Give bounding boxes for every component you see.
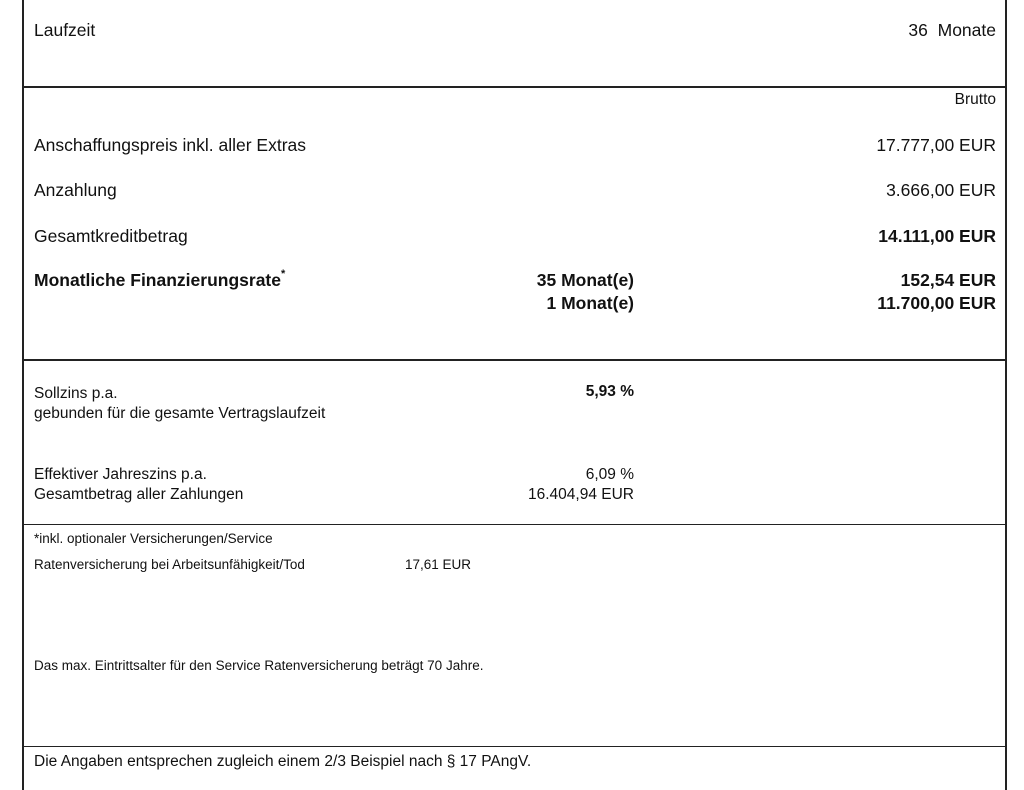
rate-label-text: Monatliche Finanzierungsrate	[34, 270, 281, 290]
sollzins-label: Sollzins p.a.	[34, 385, 118, 402]
age-note: Das max. Eintrittsalter für den Service Ratenversicherung beträgt 70 Jahre.	[34, 658, 484, 673]
price-header: Brutto	[954, 91, 996, 108]
divider-3	[22, 524, 1007, 525]
rate-amount-1: 152,54 EUR	[900, 270, 996, 290]
effektiv-label: Effektiver Jahreszins p.a.	[34, 466, 207, 483]
divider-1	[22, 86, 1007, 88]
sollzins-value: 5,93 %	[585, 383, 634, 400]
anschaffungspreis-value: 17.777,00 EUR	[876, 135, 996, 155]
gesamtkredit-value: 14.111,00 EUR	[878, 226, 996, 246]
laufzeit-number: 36	[908, 20, 928, 40]
rate-footnote-marker: *	[280, 268, 286, 280]
gesamtbetrag-label: Gesamtbetrag aller Zahlungen	[34, 486, 244, 503]
rate-term-1: 35 Monat(e)	[536, 270, 634, 290]
effektiv-value: 6,09 %	[585, 466, 634, 483]
divider-4	[22, 746, 1007, 747]
gesamtbetrag-value: 16.404,94 EUR	[528, 486, 634, 503]
laufzeit-label: Laufzeit	[34, 20, 96, 40]
rate-term-2: 1 Monat(e)	[546, 293, 634, 313]
insurance-value: 17,61 EUR	[405, 557, 472, 572]
legal-note: Die Angaben entsprechen zugleich einem 2/3 Beispiel nach § 17 PAngV.	[34, 753, 532, 770]
gesamtkredit-label: Gesamtkreditbetrag	[34, 226, 188, 246]
rate-amount-2: 11.700,00 EUR	[877, 293, 996, 313]
footnote-title: *inkl. optionaler Versicherungen/Service	[34, 531, 273, 546]
anzahlung-value: 3.666,00 EUR	[886, 180, 996, 200]
laufzeit-unit: Monate	[937, 20, 996, 40]
anzahlung-label: Anzahlung	[34, 180, 117, 200]
divider-2	[22, 359, 1007, 361]
insurance-label: Ratenversicherung bei Arbeitsunfähigkeit/Tod	[34, 557, 305, 572]
sollzins-sublabel: gebunden für die gesamte Vertragslaufzeit	[34, 405, 326, 422]
laufzeit-value	[908, 20, 996, 41]
anschaffungspreis-label: Anschaffungspreis inkl. aller Extras	[34, 135, 307, 155]
rate-label	[34, 270, 285, 291]
